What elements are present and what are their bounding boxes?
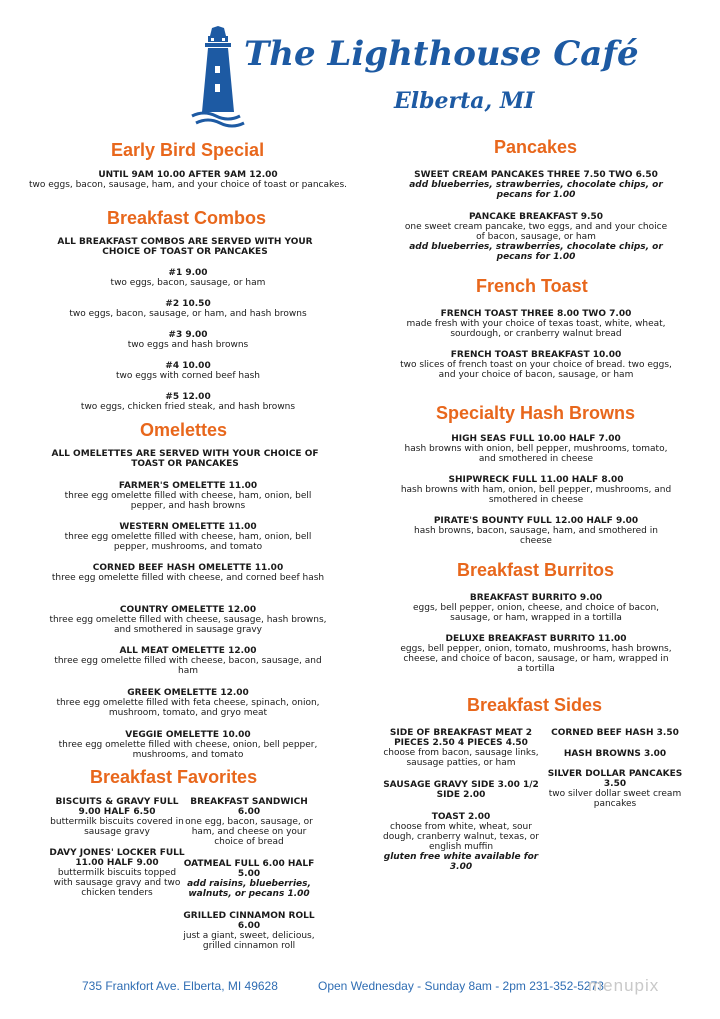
side-gravy-item [382,780,540,800]
item-title: UNTIL 9AM 10.00 AFTER 9AM 12.00 [98,170,278,180]
item-desc: two eggs with corned beef hash [116,371,260,381]
side-toast-item [382,812,540,872]
item-desc: made fresh with your choice of texas toast, white, wheat, sourdough, or cranberry walnut bread [406,319,666,339]
omelettes-note [45,449,325,469]
biscuits-item [48,797,186,837]
omelette-item [48,481,328,511]
item-extra: add blueberries, strawberries, chocolate chips, or pecans for 1.00 [409,180,663,200]
item-desc: hash browns with onion, bell pepper, mushrooms, tomato, and smothered in cheese [404,444,668,464]
item-title: TOAST 2.00 [431,812,491,822]
side-meat-item [382,728,540,768]
item-title: #2 10.50 [165,299,211,309]
french-toast-item [400,350,672,380]
item-title: BREAKFAST SANDWICH 6.00 [190,797,308,817]
item-title: ALL MEAT OMELETTE 12.00 [119,646,257,656]
item-title: HASH BROWNS 3.00 [563,749,667,759]
early-bird-item [28,170,348,190]
brand-location: Elberta, MI [394,88,535,114]
french-toast-item [400,309,672,339]
item-title: FARMER'S OMELETTE 11.00 [118,481,258,491]
davy-item [48,848,186,898]
hash-item [400,475,672,505]
item-desc: hash browns, bacon, sausage, ham, and smothered in cheese [414,526,658,546]
combo-item [28,330,348,350]
pancake-item [400,212,672,262]
item-desc: hash browns with ham, onion, bell pepper, mushrooms, and smothered in cheese [400,485,672,505]
sandwich-item [183,797,315,847]
item-title: GREEK OMELETTE 12.00 [127,688,249,698]
item-title: COUNTRY OMELETTE 12.00 [119,605,257,615]
item-title: #4 10.00 [165,361,211,371]
combo-item [28,268,348,288]
omelette-item [48,730,328,760]
item-title: HIGH SEAS FULL 10.00 HALF 7.00 [451,434,621,444]
item-desc: three egg omelette filled with cheese, ham, onion, bell pepper, and hash browns [64,491,312,511]
hash-item [400,516,672,546]
cinnamon-item [183,911,315,951]
item-title: VEGGIE OMELETTE 10.00 [125,730,251,740]
item-title: OATMEAL FULL 6.00 HALF 5.00 [183,859,315,879]
item-extra: gluten free white available for 3.00 [383,852,539,872]
item-title: SIDE OF BREAKFAST MEAT 2 PIECES 2.50 4 PIECES 4.50 [389,728,533,748]
item-title: SHIPWRECK FULL 11.00 HALF 8.00 [448,475,624,485]
item-title: SILVER DOLLAR PANCAKES 3.50 [547,769,683,789]
item-title: DELUXE BREAKFAST BURRITO 11.00 [445,634,627,644]
item-desc: two eggs, chicken fried steak, and hash browns [80,402,296,412]
hash-browns-heading: Specialty Hash Browns [436,403,636,423]
combo-item [28,361,348,381]
item-desc: one sweet cream pancake, two eggs, and and your choice of bacon, sausage, or ham [404,222,668,242]
combos-note-text: ALL BREAKFAST COMBOS ARE SERVED WITH YOUR CHOICE OF TOAST OR PANCAKES [57,237,313,257]
item-title: WESTERN OMELETTE 11.00 [119,522,257,532]
item-desc: three egg omelette filled with feta cheese, spinach, onion, mushroom, tomato, and gryo meat [56,698,320,718]
item-title: DAVY JONES' LOCKER FULL 11.00 HALF 9.00 [49,848,185,868]
brand-name: The Lighthouse Café [244,34,639,74]
combos-note [45,237,325,257]
item-desc: choose from bacon, sausage links, sausage patties, or ham [383,748,539,768]
pancake-item [400,170,672,200]
combo-item [28,299,348,319]
burrito-item [400,593,672,623]
item-desc: two eggs, bacon, sausage, or ham, and hash browns [69,309,307,319]
item-title: FRENCH TOAST THREE 8.00 TWO 7.00 [440,309,632,319]
item-title: CORNED BEEF HASH OMELETTE 11.00 [92,563,284,573]
item-desc: one egg, bacon, sausage, or ham, and cheese on your choice of bread [185,817,313,847]
item-title: SWEET CREAM PANCAKES THREE 7.50 TWO 6.50 [414,170,658,180]
item-desc: three egg omelette filled with cheese, and corned beef hash [51,573,325,583]
footer-address: 735 Frankfort Ave. Elberta, MI 49628 [82,979,278,993]
favorites-heading: Breakfast Favorites [90,767,258,787]
item-extra: add blueberries, strawberries, chocolate chips, or pecans for 1.00 [409,242,663,262]
omelettes-heading: Omelettes [140,420,228,440]
item-desc: two eggs and hash browns [127,340,249,350]
omelettes-note-text: ALL OMELETTES ARE SERVED WITH YOUR CHOICE OF TOAST OR PANCAKES [51,449,319,469]
item-desc: two eggs, bacon, sausage, ham, and your choice of toast or pancakes. [28,180,348,190]
watermark: menupix [588,976,660,995]
item-title: #1 9.00 [168,268,208,278]
item-desc: eggs, bell pepper, onion, tomato, mushrooms, hash browns, cheese, and choice of bacon, sausage, or ham, wrapped in a tortilla [400,644,672,674]
sides-heading: Breakfast Sides [467,695,603,715]
early-bird-heading: Early Bird Special [111,140,265,160]
omelette-item [48,563,328,583]
item-desc: two silver dollar sweet cream pancakes [548,789,682,809]
side-silver-item [540,769,690,809]
combos-heading: Breakfast Combos [107,208,267,228]
hash-item [400,434,672,464]
oatmeal-item [183,859,315,899]
omelette-item [48,688,328,718]
item-title: PIRATE'S BOUNTY FULL 12.00 HALF 9.00 [433,516,639,526]
omelette-item [48,605,328,635]
french-toast-heading: French Toast [476,276,588,296]
item-desc: two eggs, bacon, sausage, or ham [110,278,266,288]
omelette-item [48,646,328,676]
side-corned-item [540,728,690,738]
item-extra: add raisins, blueberries, walnuts, or pecans 1.00 [187,879,311,899]
item-title: PANCAKE BREAKFAST 9.50 [468,212,603,222]
item-desc: three egg omelette filled with cheese, onion, bell pepper, mushrooms, and tomato [58,740,318,760]
item-title: FRENCH TOAST BREAKFAST 10.00 [450,350,622,360]
item-title: SAUSAGE GRAVY SIDE 3.00 1/2 SIDE 2.00 [383,780,539,800]
item-desc: three egg omelette filled with cheese, ham, onion, bell pepper, mushrooms, and tomato [64,532,312,552]
item-title: GRILLED CINNAMON ROLL 6.00 [183,911,315,931]
combo-item [28,392,348,412]
item-desc: three egg omelette filled with cheese, sausage, hash browns, and smothered in sausage gravy [49,615,327,635]
pancakes-heading: Pancakes [494,137,578,157]
item-desc: buttermilk biscuits topped with sausage gravy and two chicken tenders [53,868,181,898]
burritos-heading: Breakfast Burritos [457,560,615,580]
burrito-item [400,634,672,674]
item-title: CORNED BEEF HASH 3.50 [551,728,679,738]
item-title: BISCUITS & GRAVY FULL 9.00 HALF 6.50 [55,797,179,817]
side-hashbrowns-item [540,749,690,759]
item-title: #5 12.00 [165,392,211,402]
omelette-item [48,522,328,552]
item-title: BREAKFAST BURRITO 9.00 [469,593,603,603]
item-desc: buttermilk biscuits covered in sausage gravy [50,817,184,837]
item-desc: choose from white, wheat, sour dough, cranberry walnut, texas, or english muffin [382,822,539,852]
lighthouse-logo-icon [188,26,248,134]
item-desc: just a giant, sweet, delicious, grilled cinnamon roll [183,931,315,951]
item-desc: eggs, bell pepper, onion, cheese, and choice of bacon, sausage, or ham, wrapped in a tortilla [412,603,660,623]
footer-hours: Open Wednesday - Sunday 8am - 2pm 231-352-5273 [318,979,604,993]
item-desc: three egg omelette filled with cheese, bacon, sausage, and ham [54,656,322,676]
item-desc: two slices of french toast on your choice of bread. two eggs, and your choice of bacon, sausage, or ham [400,360,672,380]
item-title: #3 9.00 [168,330,208,340]
